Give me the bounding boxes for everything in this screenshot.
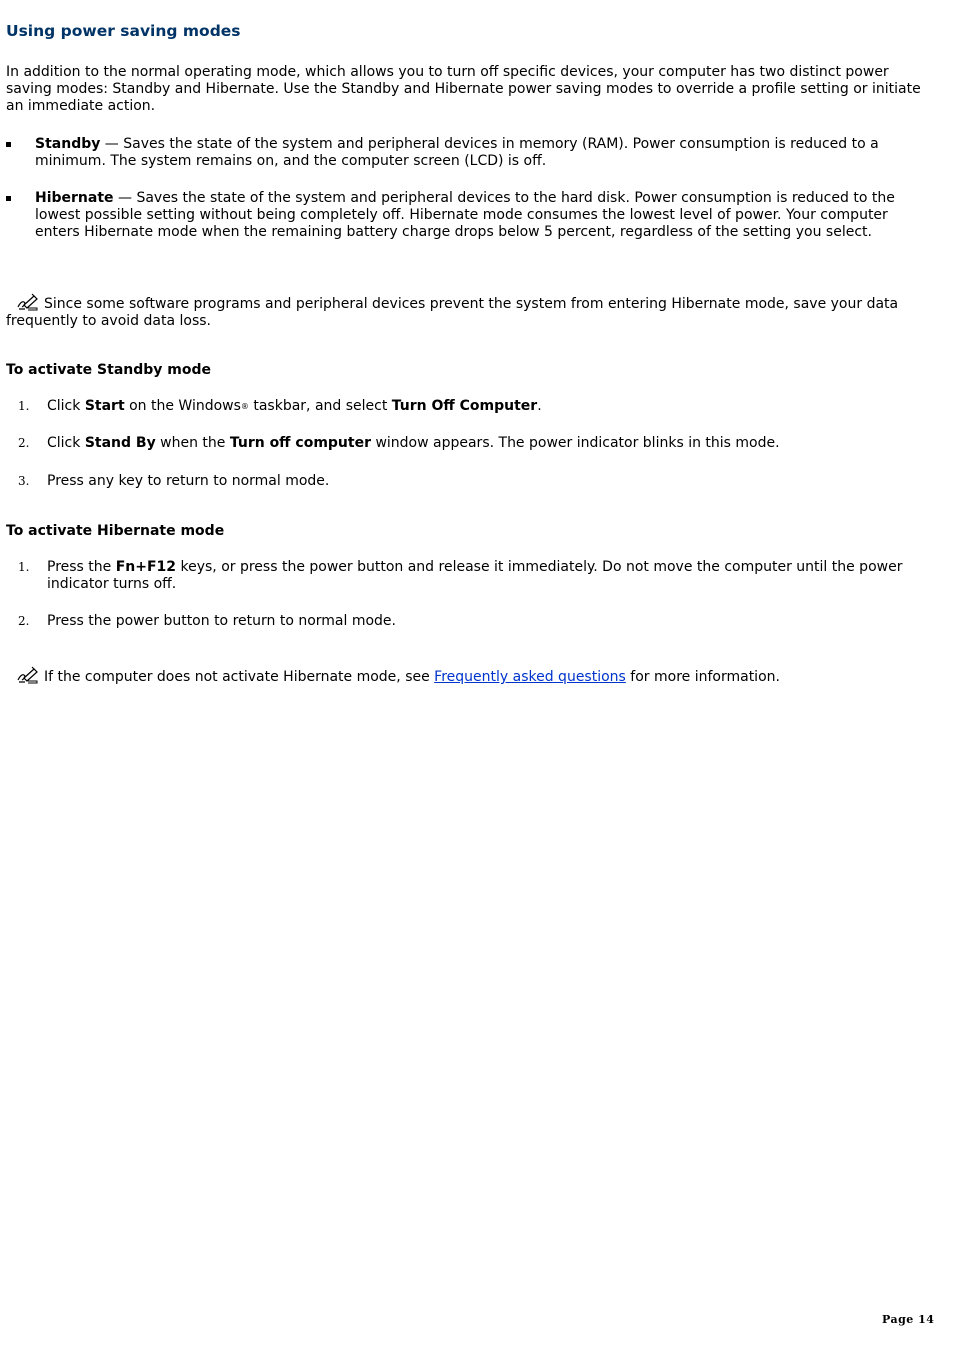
step-text: Press the — [47, 559, 116, 575]
page-number: Page 14 — [882, 1313, 935, 1326]
step-number: 3. — [18, 474, 30, 488]
step-text: . — [537, 398, 542, 414]
step-text: Press any key to return to normal mode. — [47, 473, 330, 489]
description-standby: — Saves the state of the system and peripheral devices in memory (RAM). Power consumption is reduced to a minimum. The system remains on, and the computer screen (LCD) is off. — [35, 136, 879, 169]
standby-step-3 — [6, 473, 926, 490]
step-text: Press the power button to return to normal mode. — [47, 613, 396, 629]
step-text: when the — [155, 435, 230, 451]
note-pen-icon — [16, 666, 40, 684]
step-text: Click — [47, 398, 85, 414]
list-item-standby — [6, 136, 926, 170]
step-text: taskbar, and select — [248, 398, 392, 414]
note-text: If the computer does not activate Hibernate mode, see — [44, 669, 435, 685]
ui-term-turn-off-computer: Turn Off Computer — [391, 398, 538, 414]
key-combo-fn-f12: Fn+F12 — [115, 559, 177, 575]
registered-mark: ® — [240, 402, 249, 411]
step-text: window appears. The power indicator blinks in this mode. — [371, 435, 780, 451]
standby-step-2 — [6, 435, 926, 452]
step-text: Click — [47, 435, 85, 451]
list-item-hibernate — [6, 190, 926, 241]
note-data-loss — [6, 293, 931, 330]
step-number: 2. — [18, 614, 30, 628]
page-title: Using power saving modes — [6, 22, 241, 40]
section-heading-hibernate: To activate Hibernate mode — [6, 523, 225, 539]
description-hibernate: — Saves the state of the system and peripheral devices to the hard disk. Power consumption is reduced to the lowest possible setting without being completely off. Hibernate mode consumes the lowest level of power. Your computer enters Hibernate mode when the remaining battery charge drops below 5 percent, regardless of the setting you select. — [35, 190, 895, 240]
ui-term-stand-by: Stand By — [84, 435, 156, 451]
ui-term-start: Start — [84, 398, 125, 414]
step-number: 1. — [18, 399, 30, 413]
step-number: 2. — [18, 436, 30, 450]
ui-term-turn-off-computer-window: Turn off computer — [229, 435, 371, 451]
term-hibernate: Hibernate — [35, 190, 114, 206]
step-text: keys, or press the power button and release it immediately. Do not move the computer until the power indicator turns off. — [47, 559, 903, 592]
intro-paragraph: In addition to the normal operating mode, which allows you to turn off specific devices, your computer has two distinct power saving modes: Standby and Hibernate. Use the Standby and Hibernate power saving modes to override a profile setting or initiate an immediate action. — [6, 64, 921, 114]
note-faq — [6, 666, 931, 686]
hibernate-step-2 — [6, 613, 926, 630]
term-standby: Standby — [35, 136, 101, 152]
faq-link[interactable]: Frequently asked questions — [434, 669, 626, 685]
note-text: Since some software programs and peripheral devices prevent the system from entering Hibernate mode, save your data frequently to avoid data loss. — [6, 296, 899, 329]
section-heading-standby: To activate Standby mode — [6, 362, 212, 378]
note-pen-icon — [16, 293, 40, 311]
standby-step-1 — [6, 398, 926, 415]
hibernate-step-1 — [6, 559, 926, 593]
note-text: for more information. — [625, 669, 780, 685]
bullet-marker — [6, 196, 11, 201]
step-text: on the Windows — [124, 398, 241, 414]
bullet-marker — [6, 142, 11, 147]
step-number: 1. — [18, 560, 30, 574]
